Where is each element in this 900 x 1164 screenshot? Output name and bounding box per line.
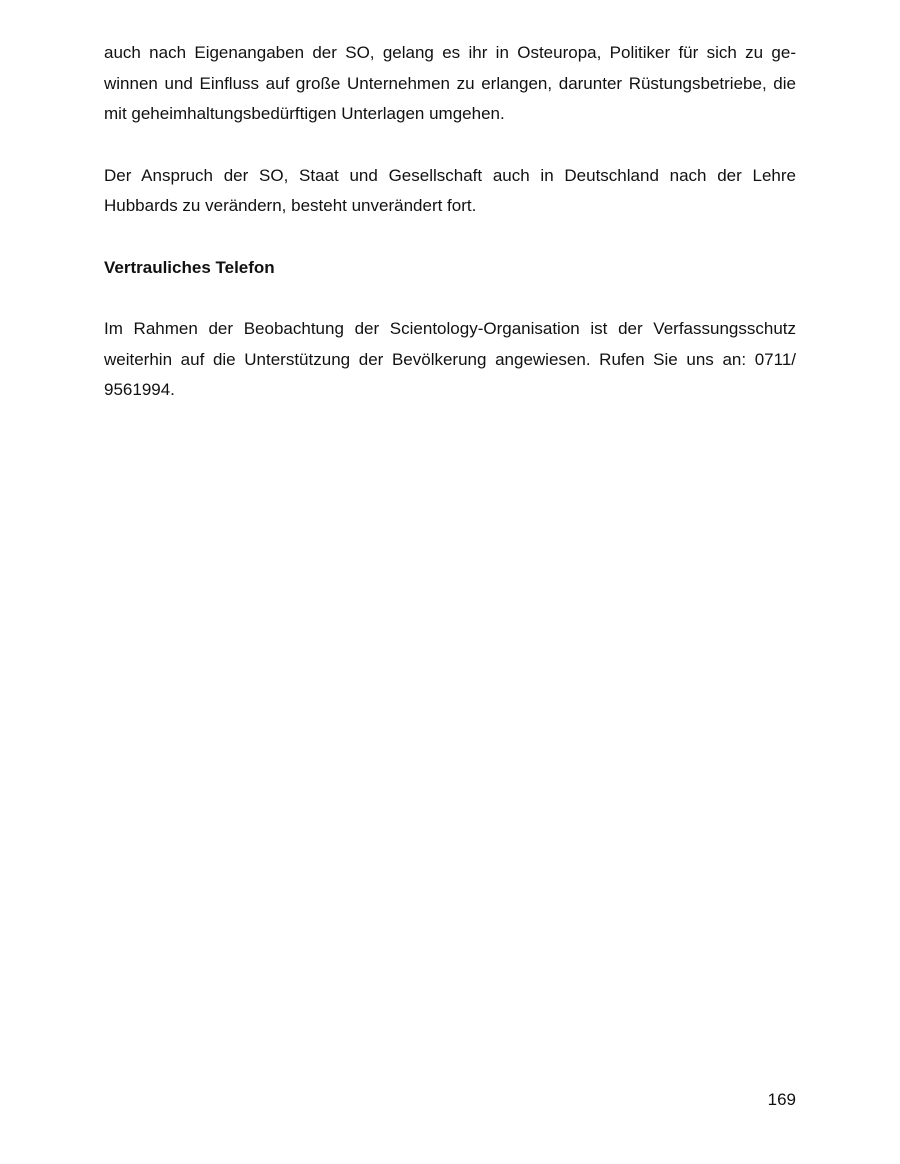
document-page xyxy=(104,38,796,406)
page-number: 169 xyxy=(767,1090,796,1109)
paragraph-anspruch: Der Anspruch der SO, Staat und Gesellschaft auch in Deutschland nach der Lehre Hubbards zu verändern, besteht unverändert fort. xyxy=(104,165,796,215)
paragraph-telefon: Im Rahmen der Beobachtung der Scientology-Organisation ist der Verfassungsschutz weiterhin auf die Unterstützung der Bevölkerung angewiesen. Rufen Sie uns an: 0711/ 9561994. xyxy=(104,319,796,399)
paragraph-osteuropa: auch nach Eigenangaben der SO, gelang es ihr in Osteuropa, Politiker für sich zu ge-winnen und Einfluss auf große Unternehmen zu erlangen, darunter Rüstungsbetriebe, die mit geheimhaltungsbedürftigen Unterlagen umgehen. xyxy=(104,43,796,123)
section-heading: Vertrauliches Telefon xyxy=(104,257,275,277)
